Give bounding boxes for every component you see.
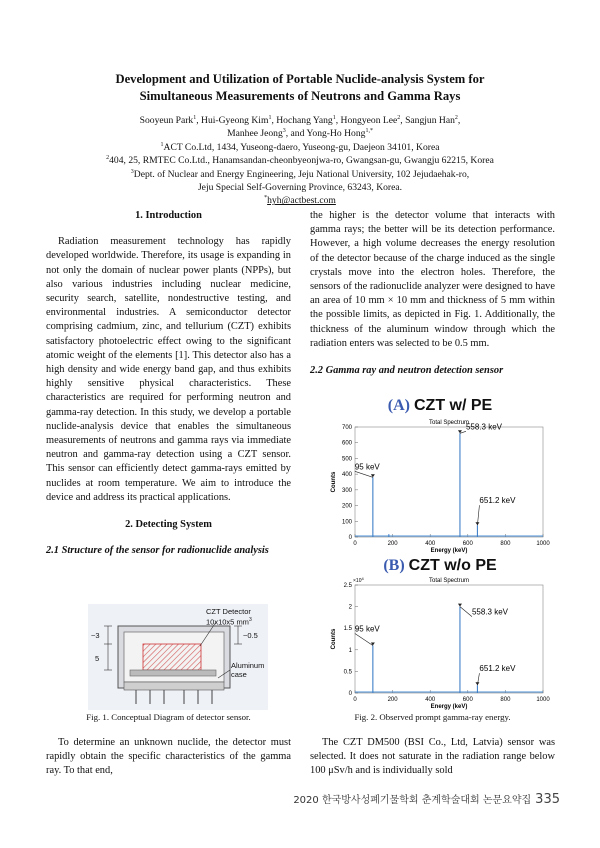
section-heading-introduction: 1. Introduction	[135, 210, 202, 221]
y-tick-label: 700	[341, 425, 352, 431]
affiliation-2: $^2$404, 25, RMTEC Co.Ltd., Hanamsandan-cheonbyeonjwa-ro, Gwangsan-gu, Gwangju 62215, Korea	[106, 155, 494, 167]
peak-label: 95 keV	[354, 462, 380, 472]
right-paragraph: the higher is the detector volume that interacts with gamma rays; the better will be its detection performance. However, a high volume decreases the energy resolution of the detector because of the charge induced as the single crystals move into the electron holes. Therefore, the sensors of the radionuclide analyzer were designed to have an area of 10 mm × 10 mm and thickness of 5 mm within the possible limits, as depicted in Fig. 1. Additionally, the thickness of the aluminum window through which the radiation enters was selected to be 0.5 mm.	[310, 210, 555, 349]
subsection-heading-2-2: 2.2 Gamma ray and neutron detection sensor	[310, 365, 504, 377]
x-tick-label: 600	[462, 697, 473, 703]
fig2b-title: (B) CZT w/o PE	[383, 557, 497, 574]
figure-1-caption: Fig. 1. Conceptual Diagram of detector sensor.	[86, 712, 251, 722]
peak-label: 651.2 keV	[479, 664, 516, 674]
figure-2b	[325, 557, 555, 716]
peak-label: 95 keV	[354, 624, 380, 634]
fig2a-chart	[325, 415, 555, 555]
affiliation-3: $^3$Dept. of Nuclear and Energy Engineering, Jeju National University, 102 Jejudaehak-ro,	[130, 168, 470, 180]
right-column-bottom	[310, 736, 555, 779]
affiliation-1: $^1$ACT Co.Ltd, 1434, Yuseong-daero, Yuseong-gu, Daejeon 34101, Korea	[160, 141, 440, 153]
x-tick-label: 200	[387, 697, 398, 703]
x-tick-label: 1000	[536, 541, 550, 547]
sub22-paragraph: The CZT DM500 (BSI Co., Ltd, Latvia) sensor was selected. It does not saturate in the radiation range below 100 μSv/h and is individually sold	[310, 737, 555, 777]
chart-title: Total Spectrum	[428, 578, 470, 584]
email[interactable]: *hyh@actbest.com	[264, 195, 336, 207]
x-tick-label: 1000	[536, 697, 550, 703]
y-tick-label: 2.5	[343, 583, 352, 589]
peak-arrowhead	[475, 522, 479, 525]
fig1-label-detector: CZT Detector 10x10x5 $mm^3$	[206, 607, 252, 627]
y-tick-label: 500	[341, 456, 352, 463]
peak-label: 651.2 keV	[479, 496, 516, 506]
plot-frame	[355, 427, 543, 537]
peak-arrowhead	[458, 604, 462, 607]
fig2b-chart	[325, 575, 555, 711]
x-tick-label: 800	[500, 541, 511, 547]
x-tick-label: 0	[353, 541, 357, 547]
fig2a-title: (A) CZT w/ PE	[387, 397, 493, 414]
y-tick-label: 100	[341, 519, 352, 526]
y-tick-label: 600	[341, 440, 352, 447]
peak-arrowhead	[475, 682, 479, 685]
y-tick-label: 400	[341, 472, 352, 479]
y-tick-label: 300	[341, 487, 352, 494]
author-list-2: Manhee Jeong$^3$, and Yong-Ho Hong$^{1,*}$	[227, 128, 373, 140]
x-tick-label: 400	[425, 541, 436, 547]
fig1-dim-5: 5	[95, 654, 100, 663]
y-tick-label: 200	[341, 503, 352, 510]
page-number: 335	[535, 792, 560, 807]
x-tick-label: 600	[462, 541, 473, 547]
y-multiplier: $\times 10^4$	[353, 576, 364, 584]
y-axis-label: Counts	[331, 471, 337, 493]
y-tick-label: 0	[348, 535, 352, 541]
figure-1-diagram	[88, 604, 268, 710]
intro-paragraph: Radiation measurement technology has rapidly developed worldwide. Therefore, its usage is expanding in not only the domain of nuclear power plants (NPPs), but also various industries including nuclear medicine, security search, satellite, nondestructive testing, and environmental industries. A semiconductor detector comprising cadmium, zinc, and tellurium (CZT) exhibits satisfactory photoelectric effect owing to the significant atomic weight of the elements [1]. This detector also has a high density and wide energy band gap, and thus exhibits highly sensitive physical characteristics. These characteristics are required for performing neutron and gamma-ray detection. In this study, we develop a portable nuclide-analysis device that enables the simultaneous measurements of neutrons and gamma rays via immediate neutron and gamma-ray detection using a CZT sensor. This sensor can efficiently detect gamma-rays emitted by nuclides at room temperature. We aim to introduce the device and address its practical applications.	[46, 236, 291, 503]
x-axis-label: Energy (keV)	[430, 548, 468, 554]
plot-frame	[355, 585, 543, 693]
y-tick-label: 0	[348, 691, 352, 697]
paper-title: Development and Utilization of Portable Nuclide-analysis System for Simultaneous Measurements of Neutrons and Gamma Rays	[115, 72, 485, 103]
x-tick-label: 0	[353, 697, 357, 703]
y-tick-label: 0.5	[343, 669, 352, 676]
sub21-paragraph: To determine an unknown nuclide, the detector must rapidly obtain the specific characteristics of the gamma ray. To that end,	[46, 737, 291, 777]
fig1-dim-05: ~0.5	[243, 631, 258, 640]
peak-arrow	[460, 607, 472, 617]
chart-title: Total Spectrum	[428, 420, 470, 426]
author-block	[30, 114, 570, 208]
figure-2-caption: Fig. 2. Observed prompt gamma-ray energy.	[354, 712, 511, 722]
x-tick-label: 400	[425, 697, 436, 703]
x-axis-label: Energy (keV)	[430, 704, 468, 710]
left-column-bottom	[46, 736, 291, 779]
peak-arrowhead	[371, 642, 375, 645]
affiliation-3b: Jeju Special Self-Governing Province, 63243, Korea.	[197, 182, 403, 194]
section-heading-detecting-system: 2. Detecting System	[125, 519, 212, 531]
y-axis-label: Counts	[331, 628, 337, 650]
fig1-label-aluminum: Aluminum case	[231, 661, 265, 679]
y-tick-label: 2	[348, 604, 352, 611]
peak-label: 558.3 keV	[465, 422, 502, 432]
subsection-heading-2-1: 2.1 Structure of the sensor for radionuclide analysis	[46, 545, 269, 557]
right-column	[310, 209, 555, 378]
left-column	[46, 209, 291, 558]
journal-name: 2020 한국방사성폐기물학회 춘계학술대회 논문요약집	[293, 795, 532, 806]
fig1-dim-3: ~3	[91, 631, 100, 640]
author-list: Sooyeun Park$^1$, Hui-Gyeong Kim$^1$, Hochang Yang$^1$, Hongyeon Lee$^2$, Sangjun Han$^2$,	[139, 114, 461, 126]
y-tick-label: 1	[348, 647, 352, 654]
figure-2a	[325, 397, 555, 560]
peak-arrow	[355, 633, 373, 645]
peak-label: 558.3 keV	[471, 607, 508, 617]
x-tick-label: 200	[387, 541, 398, 547]
page-footer	[293, 791, 560, 807]
x-tick-label: 800	[500, 697, 511, 703]
y-tick-label: 1.5	[343, 626, 352, 633]
